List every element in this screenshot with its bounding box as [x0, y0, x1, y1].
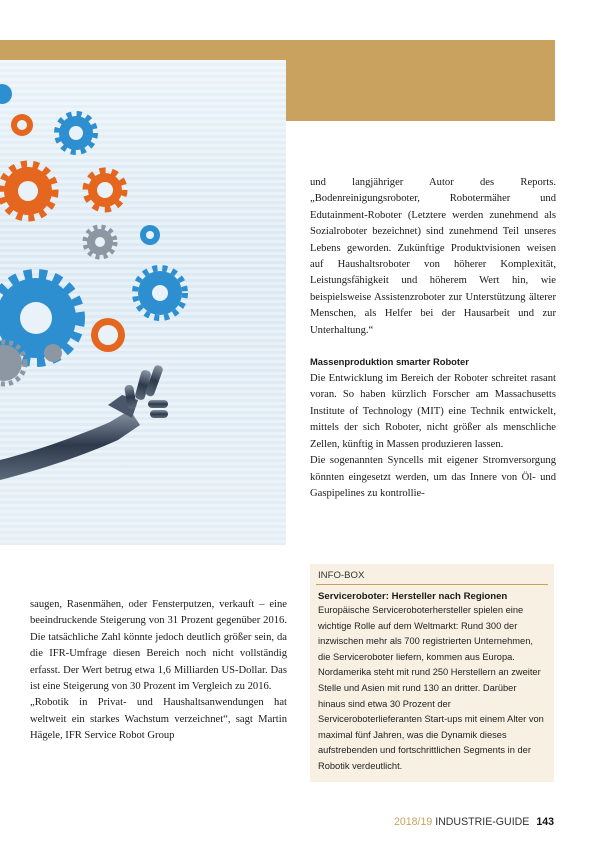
- info-box-title: Serviceroboter: Hersteller nach Regionen: [318, 591, 508, 602]
- body-paragraph: saugen, Rasenmähen, oder Fensterputzen, verkauft – eine beeindruckende Steigerung von 31 Prozent gegenüber 2016. Die tatsächliche Zahl könnte jedoch deutlich größer sein, da die IFR-Umfrage diesen Bereich noch nicht vollständig erfasst. Der Wert betrug etwa 1,6 Milliarden US-Dollar. Das ist eine Steigerung von 30 Prozent im Vergleich zu 2016.: [30, 599, 287, 693]
- footer-publication: INDUSTRIE-GUIDE: [435, 816, 530, 828]
- robot-hand-gears-icon: [0, 60, 286, 545]
- page-number: 143: [536, 816, 554, 828]
- footer-year: 2018/19: [393, 816, 433, 828]
- body-paragraph: und langjähriger Autor des Reports. „Bodenreinigungsroboter, Robotermäher und Edutainment-Roboter (Letztere werden zunehmend als Sozialroboter bezeichnet) sind zunehmend Teil unseres Lebens geworden. Zukünftige Produktvisionen weisen auf Haushaltsroboter von höherer Komplexität, Leistungsfähigkeit und höherem Wert hin, wie beispielsweise Assistenzroboter zur Unterstützung älterer Menschen, als Helfer bei der Hausarbeit und zur Unterhaltung.“: [310, 177, 556, 336]
- left-text-column: [30, 597, 287, 745]
- page-footer: [394, 816, 554, 828]
- body-paragraph: Die sogenannten Syncells mit eigener Stromversorgung könnten eingesetzt werden, um das Innere von Öl- und Gaspipelines zu kontrollie-: [310, 455, 556, 499]
- section-heading: Massenproduktion smarter Roboter: [310, 356, 469, 368]
- info-box-body: Europäische Serviceroboterhersteller spielen eine wichtige Rolle auf dem Weltmarkt: Rund 300 der inzwischen mehr als 700 registrierten Unternehmen, die Serviceroboter liefern, kommen aus Europa. Nordamerika steht mit rund 250 Herstellern an zweiter Stelle und Asien mit rund 130 an dritter. Darüber hinaus sind etwa 30 Prozent der Serviceroboterlieferanten Start-ups mit einem Alter von maximal fünf Jahren, was die Dynamik dieses aufstrebenden und fortschrittlichen Segments in der Robotik verdeutlicht.: [318, 605, 544, 771]
- right-text-column: [310, 175, 556, 502]
- info-box: [310, 564, 554, 782]
- robot-hand-gears-image: [0, 60, 286, 545]
- body-paragraph: „Robotik in Privat- und Haushaltsanwendungen hat weltweit ein starkes Wachstum verzeichnet“, sagt Martin Hägele, IFR Service Robot Group: [30, 697, 287, 742]
- body-paragraph: Die Entwicklung im Bereich der Roboter schreitet rasant voran. So haben kürzlich Forscher am Massachusetts Institute of Technology (MIT) eine Technik entwickelt, mittels der sich Roboter, nicht größer als menschliche Zellen, künftig in Massen produzieren lassen.: [310, 373, 556, 450]
- info-box-label: INFO-BOX: [316, 564, 548, 585]
